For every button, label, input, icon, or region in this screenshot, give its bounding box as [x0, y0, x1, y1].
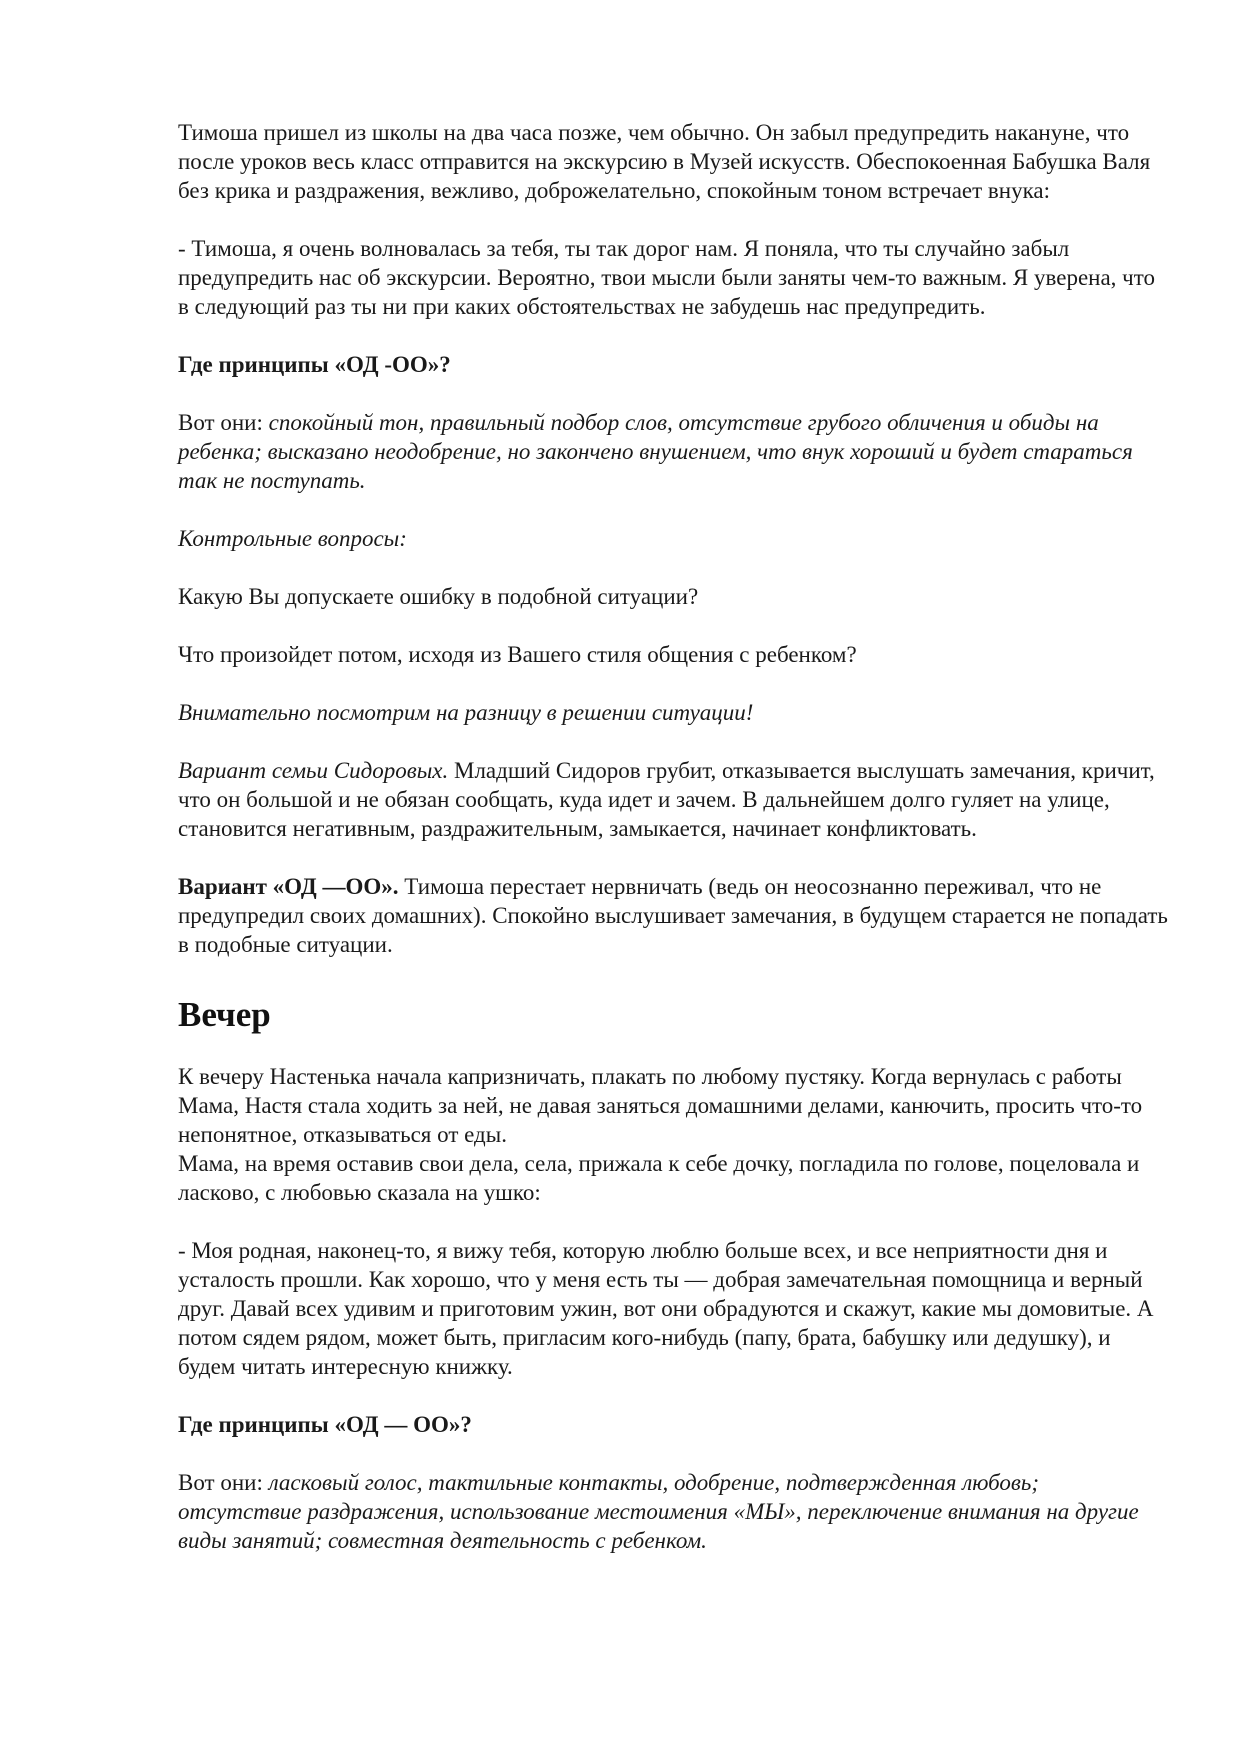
variant-sidorov-text: Младший Сидоров грубит, отказывается выслушать замечания, кричит, что он большой и не обязан сообщать, куда идет и зачем. В дальнейшем долго гуляет на улице, становится негативным, раздражительным, замыкается, начинает конфликтовать. — [178, 758, 1155, 841]
variant-od-oo — [178, 872, 1168, 959]
variant-sidorov-label: Вариант семьи Сидоровых. — [178, 758, 449, 783]
principles-question-1: Где принципы «ОД -ОО»? — [178, 352, 451, 377]
control-question-1: Какую Вы допускаете ошибку в подобной ситуации? — [178, 584, 699, 609]
principles-answer-2 — [178, 1468, 1168, 1555]
answer-lead-2: Вот они: — [178, 1470, 269, 1495]
evening-paragraph-1: К вечеру Настенька начала капризничать, плакать по любому пустяку. Когда вернулась с работы Мама, Настя стала ходить за ней, не давая заняться домашними делами, канючить, просить что-то непонятное, отказываться от еды. — [178, 1064, 1143, 1147]
principles-answer-1 — [178, 408, 1168, 495]
answer-lead-1: Вот они: — [178, 410, 269, 435]
variant-sidorov — [178, 756, 1168, 843]
intro-paragraph: Тимоша пришел из школы на два часа позже, чем обычно. Он забыл предупредить накануне, что после уроков весь класс отправится на экскурсию в Музей искусств. Обеспокоенная Бабушка Валя без крика и раздражения, вежливо, доброжелательно, спокойным тоном встречает внука: — [178, 120, 1151, 203]
answer-italic-1: спокойный тон, правильный подбор слов, отсутствие грубого обличения и обиды на ребенка; высказано неодобрение, но закончено внушением, что внук хороший и будет стараться так не поступать. — [178, 410, 1133, 493]
evening-paragraph-2: Мама, на время оставив свои дела, села, прижала к себе дочку, погладила по голове, поцеловала и ласково, с любовью сказала на ушко: — [178, 1151, 1140, 1205]
document-page — [178, 118, 1168, 1555]
grandma-speech: - Тимоша, я очень волновалась за тебя, ты так дорог нам. Я поняла, что ты случайно забыл предупредить нас об экскурсии. Вероятно, твои мысли были заняты чем-то важным. Я уверена, что в следующий раз ты ни при каких обстоятельствах не забудешь нас предупредить. — [178, 236, 1155, 319]
answer-italic-2: ласковый голос, тактильные контакты, одобрение, подтвержденная любовь; отсутствие раздражения, использование местоимения «МЫ», переключение внимания на другие виды занятий; совместная деятельность с ребенком. — [178, 1470, 1139, 1553]
variant-od-oo-text: Тимоша перестает нервничать (ведь он неосознанно переживал, что не предупредил своих домашних). Спокойно выслушивает замечания, в будущем старается не попадать в подобные ситуации. — [178, 874, 1168, 957]
principles-question-2: Где принципы «ОД — ОО»? — [178, 1412, 472, 1437]
section-heading-evening: Вечер — [178, 995, 271, 1034]
look-note: Внимательно посмотрим на разницу в решении ситуации! — [178, 700, 754, 725]
variant-od-oo-label: Вариант «ОД —ОО». — [178, 874, 399, 899]
mother-speech: - Моя родная, наконец-то, я вижу тебя, которую люблю больше всех, и все неприятности дня и усталость прошли. Как хорошо, что у меня есть ты — добрая замечательная помощница и верный друг. Давай всех удивим и приготовим ужин, вот они обрадуются и скажут, какие мы домовитые. А потом сядем рядом, может быть, пригласим кого-нибудь (папу, брата, бабушку или дедушку), и будем читать интересную книжку. — [178, 1238, 1154, 1379]
control-question-2: Что произойдет потом, исходя из Вашего стиля общения с ребенком? — [178, 642, 857, 667]
control-questions-title: Контрольные вопросы: — [178, 526, 407, 551]
